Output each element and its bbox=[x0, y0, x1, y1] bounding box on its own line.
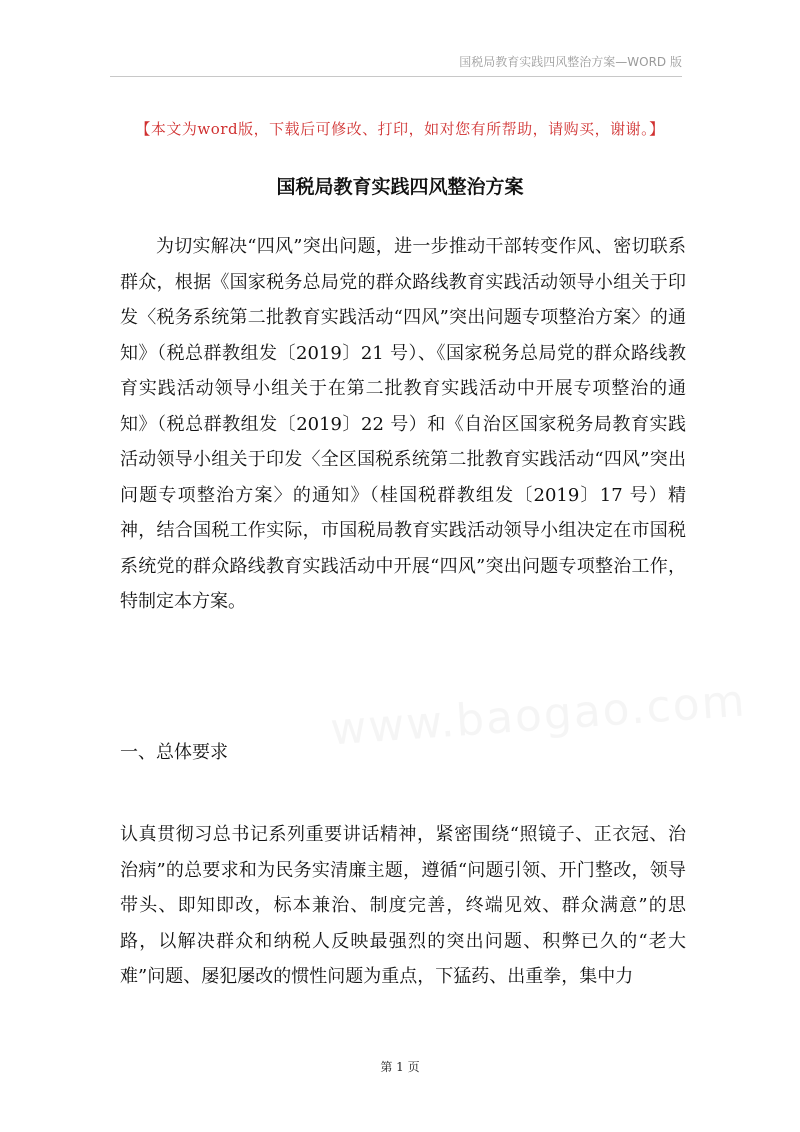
purchase-notice: 【本文为word版，下载后可修改、打印，如对您有所帮助，请购买，谢谢。】 bbox=[135, 120, 665, 138]
running-header bbox=[110, 52, 682, 77]
page-number: 第 1 页 bbox=[380, 1060, 420, 1074]
running-header-title: 国税局教育实践四风整治方案—WORD 版 bbox=[459, 55, 682, 69]
intro-paragraph: 为切实解决“四风”突出问题，进一步推动干部转变作风、密切联系群众，根据《国家税务总局党的群众路线教育实践活动领导小组关于印发〈税务系统第二批教育实践活动“四风”突出问题专项整治方案〉的通知》（税总群教组发〔2019〕21 号）、《国家税务总局党的群众路线教育实践活动领导小组关于在第二批教育实践活动中开展专项整治的通知》（税总群教组发〔2019〕22 号）和《自治区国家税务局教育实践活动领导小组关于印发〈全区国税系统第二批教育实践活动“四风”突出问题专项整治方案〉的通知》（桂国税群教组发〔2019〕17 号）精神，结合国税工作实际，市国税局教育实践活动领导小组决定在市国税系统党的群众路线教育实践活动中开展“四风”突出问题专项整治工作，特制定本方案。 bbox=[120, 236, 686, 612]
watermark: www.baogao.com bbox=[328, 675, 748, 756]
section-heading-overall-requirements: 一、总体要求 bbox=[120, 742, 228, 763]
document-title: 国税局教育实践四风整治方案 bbox=[276, 176, 524, 198]
requirements-paragraph: 认真贯彻习总书记系列重要讲话精神，紧密围绕“照镜子、正衣冠、治治病”的总要求和为民务实清廉主题，遵循“问题引领、开门整改，领导带头、即知即改，标本兼治、制度完善，终端见效、群众满意”的思路，以解决群众和纳税人反映最强烈的突出问题、积弊已久的“老大难”问题、屡犯屡改的惯性问题为重点，下猛药、出重拳，集中力 bbox=[120, 824, 686, 987]
